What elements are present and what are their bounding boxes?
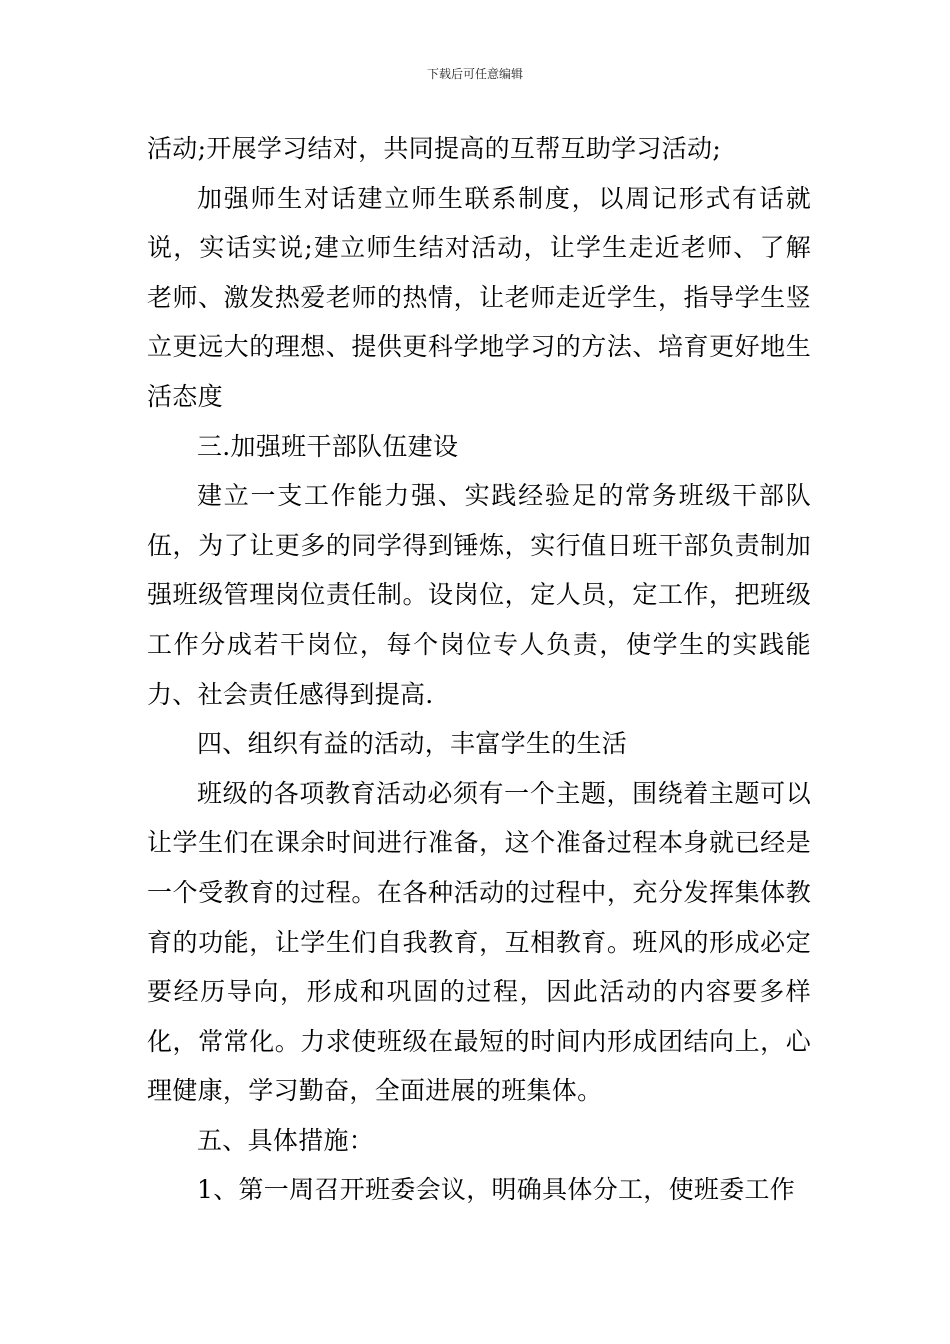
page-header: 下载后可任意编辑 — [426, 67, 523, 81]
section-heading-3: 三.加强班干部队伍建设 — [197, 431, 459, 461]
paragraph-1: 活动;开展学习结对，共同提高的互帮互助学习活动; — [147, 134, 722, 163]
paragraph-5: 1、第一周召开班委会议，明确具体分工，使班委工作 — [197, 1175, 796, 1205]
paragraph-2: 加强师生对话建立师生联系制度，以周记形式有话就说，实话实说;建立师生结对活动，让学生走近老师、了解老师、激发热爱老师的热情，让老师走近学生，指导学生竖立更远大的理想、提供更科学地学习的方法、培育更好地生活态度 — [147, 183, 811, 411]
paragraph-4: 班级的各项教育活动必须有一个主题，围绕着主题可以让学生们在课余时间进行准备，这个准备过程本身就已经是一个受教育的过程。在各种活动的过程中，充分发挥集体教育的功能，让学生们自我教育，互相教育。班风的形成必定要经历导向，形成和巩固的过程，因此活动的内容要多样化，常常化。力求使班级在最短的时间内形成团结向上，心理健康，学习勤奋，全面进展的班集体。 — [147, 778, 811, 1106]
paragraph-3: 建立一支工作能力强、实践经验足的常务班级干部队伍，为了让更多的同学得到锤炼，实行值日班干部负责制加强班级管理岗位责任制。设岗位，定人员，定工作，把班级工作分成若干岗位，每个岗位专人负责，使学生的实践能力、社会责任感得到提高. — [147, 481, 811, 709]
section-heading-5: 五、具体措施： — [197, 1125, 375, 1155]
document-body — [147, 124, 811, 1215]
section-heading-4: 四、组织有益的活动，丰富学生的生活 — [197, 729, 628, 759]
